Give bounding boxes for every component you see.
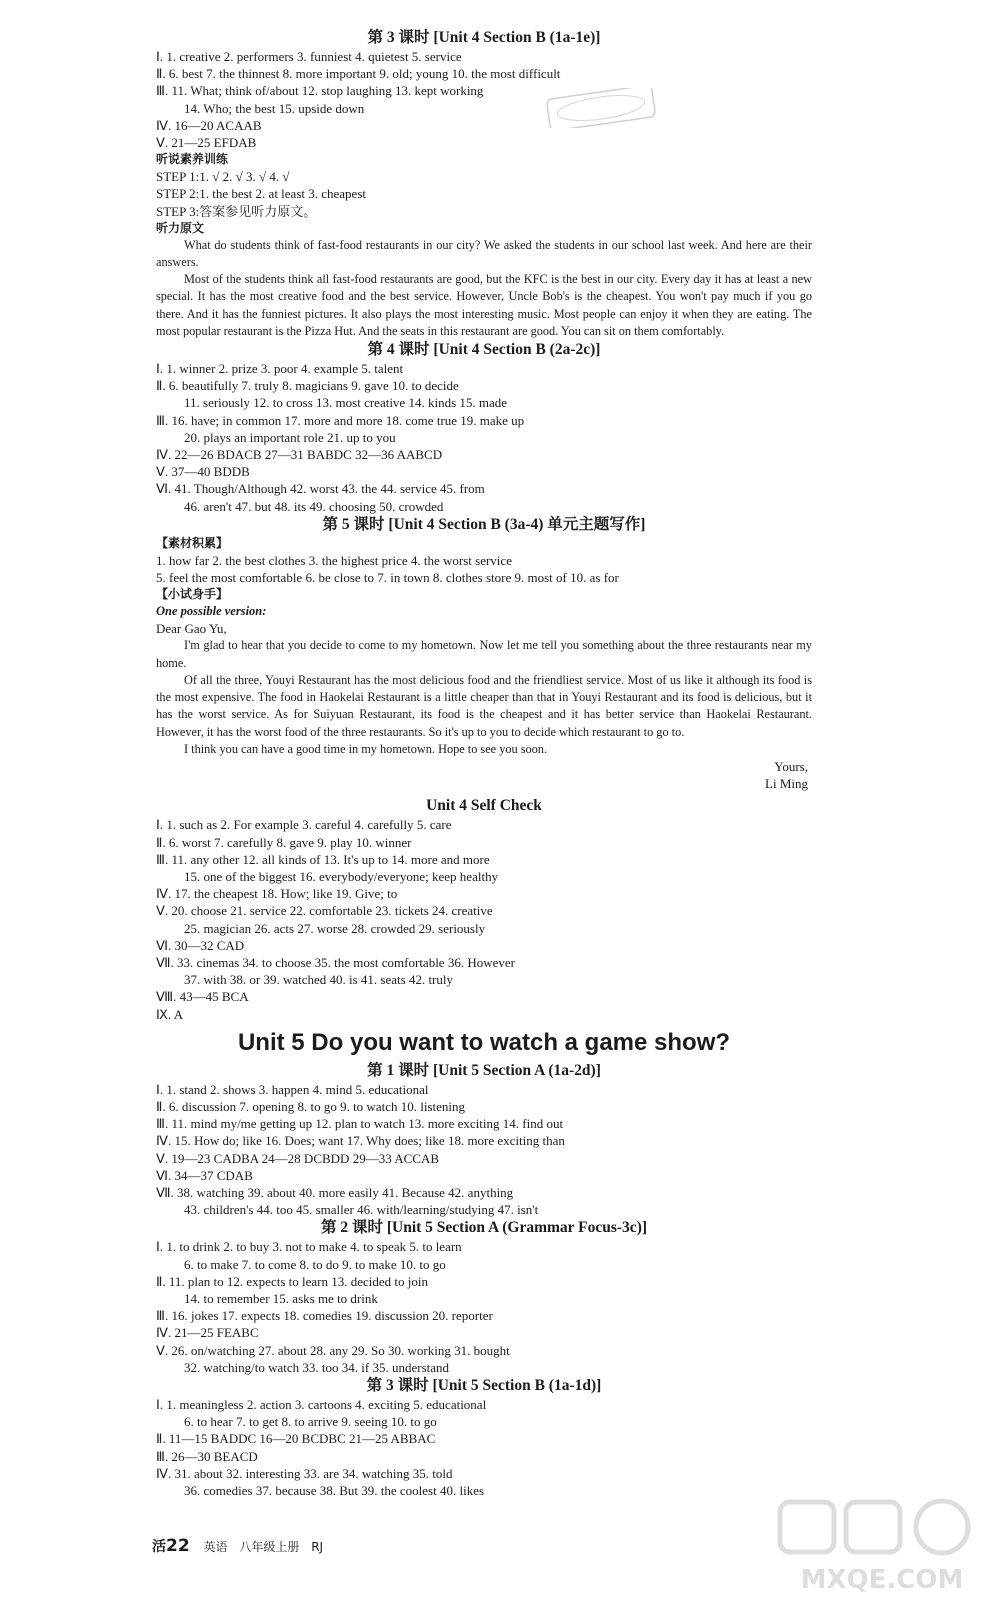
section-tag: 听力原文 <box>156 220 205 235</box>
footer-brand: 活 <box>152 1539 166 1555</box>
stamp-icon <box>546 88 656 128</box>
answer-line: Ⅸ. A <box>156 1006 184 1022</box>
answer-line: 43. children's 44. too 45. smaller 46. with/learning/studying 47. isn't <box>184 1202 539 1218</box>
answer-line: 37. with 38. or 39. watched 40. is 41. seats 42. truly <box>184 972 453 988</box>
letter-greeting: Dear Gao Yu, <box>156 621 227 637</box>
footer-grade: 八年级上册 <box>239 1540 300 1554</box>
answer-line: 11. seriously 12. to cross 13. most creative 14. kinds 15. made <box>184 395 508 411</box>
letter-closing: Yours, <box>774 758 808 774</box>
letter-paragraph: I think you can have a good time in my hometown. Hope to see you soon. <box>184 741 548 756</box>
answer-line: Ⅴ. 21—25 EFDAB <box>156 135 257 151</box>
answer-line: Ⅲ. 11. any other 12. all kinds of 13. It's up to 14. more and more <box>156 851 490 867</box>
answer-line: Ⅰ. 1. meaningless 2. action 3. cartoons 4. exciting 5. educational <box>156 1397 487 1412</box>
answer-line: Ⅳ. 17. the cheapest 18. How; like 19. Give; to <box>156 886 398 902</box>
answer-line: Ⅰ. 1. creative 2. performers 3. funniest 4. quietest 5. service <box>156 49 462 64</box>
answer-line: Ⅲ. 11. mind my/me getting up 12. plan to watch 13. more exciting 14. find out <box>156 1116 564 1132</box>
answer-line: 1. how far 2. the best clothes 3. the highest price 4. the worst service <box>156 552 512 568</box>
answer-line: Ⅵ. 34—37 CDAB <box>156 1167 253 1183</box>
step-line: STEP 1:1. √ 2. √ 3. √ 4. √ <box>156 169 290 185</box>
answer-line: Ⅴ. 26. on/watching 27. about 28. any 29. So 30. working 31. bought <box>156 1342 510 1358</box>
answer-line: Ⅱ. 11. plan to 12. expects to learn 13. decided to join <box>156 1273 428 1289</box>
section-tag: 【小试身手】 <box>156 587 229 602</box>
answer-line: Ⅳ. 16—20 ACAAB <box>156 117 262 133</box>
answer-line: Ⅱ. 11—15 BADDC 16—20 BCDBC 21—25 ABBAC <box>156 1431 436 1447</box>
svg-text:MXQE.COM: MXQE.COM <box>800 1565 964 1595</box>
version-label: One possible version: <box>156 604 267 619</box>
answer-line: Ⅳ. 21—25 FEABC <box>156 1325 259 1341</box>
answer-line: Ⅱ. 6. worst 7. carefully 8. gave 9. play 10. winner <box>156 834 412 850</box>
footer-subject: 英语 <box>203 1540 228 1554</box>
lesson-title: 第 5 课时 [Unit 4 Section B (3a-4) 单元主题写作] <box>322 515 646 533</box>
answer-line: Ⅴ. 20. choose 21. service 22. comfortable 23. tickets 24. creative <box>156 903 493 919</box>
step-line: STEP 3:答案参见听力原文。 <box>156 203 317 219</box>
answer-line: Ⅲ. 16. have; in common 17. more and more 18. come true 19. make up <box>156 412 525 428</box>
answer-line: Ⅲ. 11. What; think of/about 12. stop laughing 13. kept working <box>156 83 484 99</box>
answer-line: 6. to hear 7. to get 8. to arrive 9. seeing 10. to go <box>184 1414 437 1430</box>
answer-line: Ⅶ. 38. watching 39. about 40. more easily 41. Because 42. anything <box>156 1184 514 1200</box>
answer-line: 5. feel the most comfortable 6. be close to 7. in town 8. clothes store 9. most of 10. as for <box>156 570 619 586</box>
lesson-title: 第 3 课时 [Unit 4 Section B (1a-1e)] <box>367 29 601 46</box>
answer-line: Ⅶ. 33. cinemas 34. to choose 35. the most comfortable 36. However <box>156 954 515 970</box>
answer-line: Ⅴ. 19—23 CADBA 24—28 DCBDD 29—33 ACCAB <box>156 1150 440 1166</box>
answer-column <box>156 28 812 1499</box>
page-footer <box>152 1536 323 1556</box>
self-check-title: Unit 4 Self Check <box>426 797 542 815</box>
answer-line: Ⅰ. 1. winner 2. prize 3. poor 4. example 5. talent <box>156 361 404 377</box>
answer-line: Ⅰ. 1. such as 2. For example 3. careful 4. carefully 5. care <box>156 817 452 833</box>
answer-line: 25. magician 26. acts 27. worse 28. crowded 29. seriously <box>184 920 486 936</box>
answer-line: Ⅰ. 1. to drink 2. to buy 3. not to make 4. to speak 5. to learn <box>156 1239 462 1255</box>
step-line: STEP 2:1. the best 2. at least 3. cheapest <box>156 186 366 202</box>
answer-line: Ⅳ. 15. How do; like 16. Does; want 17. Why does; like 18. more exciting than <box>156 1133 565 1149</box>
answer-line: Ⅲ. 26—30 BEACD <box>156 1448 258 1464</box>
answer-line: 6. to make 7. to come 8. to do 9. to make 10. to go <box>184 1256 446 1272</box>
lesson-title: 第 2 课时 [Unit 5 Section A (Grammar Focus-3c)] <box>320 1219 648 1237</box>
answer-line: Ⅷ. 43—45 BCA <box>156 989 249 1005</box>
lesson-title: 第 3 课时 [Unit 5 Section B (1a-1d)] <box>366 1377 602 1394</box>
lesson-title: 第 4 课时 [Unit 4 Section B (2a-2c)] <box>367 341 601 359</box>
lesson-title: 第 1 课时 [Unit 5 Section A (1a-2d)] <box>367 1061 601 1079</box>
section-tag: 听说素养训练 <box>156 152 229 167</box>
unit-title: Unit 5 Do you want to watch a game show? <box>237 1028 731 1056</box>
transcript-paragraph: Most of the students think all fast-food restaurants are good, but the KFC is the best in our city. Every day it has at least a new special. It has the most creative food and the best service. However, Uncle Bob's is the cheapest. You won't pay much if you go there. And it has the funniest pictures. It also plays the most interesting music. Most people can enjoy it when they are eating. The most popular restaurant is the Pizza Hut. And the seats in this restaurant are good. You can sit on them comfortably. <box>156 272 812 338</box>
answer-line: Ⅳ. 22—26 BDACB 27—31 BABDC 32—36 AABCD <box>156 447 443 463</box>
letter-paragraph: Of all the three, Youyi Restaurant has the most delicious food and the friendliest service. Most of us like it although its food is the most expensive. The food in Haokelai Restaurant is a little cheaper than that in Youyi Restaurant and its food is delicious, but it has the worst service. As for Suiyuan Restaurant, its food is the cheapest and it has better service than Haokelai Restaurant. However, it has the worst food of the three restaurants. So it's up to you to decide which restaurant to go to. <box>156 672 812 739</box>
letter-paragraph: I'm glad to hear that you decide to come to my hometown. Now let me tell you something about the three restaurants near my home. <box>156 638 812 670</box>
answer-line: Ⅳ. 31. about 32. interesting 33. are 34. watching 35. told <box>156 1465 453 1481</box>
answer-line: Ⅵ. 41. Though/Although 42. worst 43. the 44. service 45. from <box>156 481 485 497</box>
answer-line: Ⅵ. 30—32 CAD <box>156 937 245 953</box>
answer-line: 46. aren't 47. but 48. its 49. choosing 50. crowded <box>184 498 444 514</box>
answer-line: 20. plays an important role 21. up to you <box>184 429 396 445</box>
section-tag: 【素材积累】 <box>156 535 229 550</box>
answer-line: Ⅱ. 6. beautifully 7. truly 8. magicians 9. gave 10. to decide <box>156 378 459 394</box>
answer-line: 32. watching/to watch 33. too 34. if 35. understand <box>184 1359 450 1375</box>
answer-line: Ⅰ. 1. stand 2. shows 3. happen 4. mind 5. educational <box>156 1081 429 1097</box>
answer-line: 36. comedies 37. because 38. But 39. the coolest 40. likes <box>184 1483 485 1499</box>
answer-line: 14. to remember 15. asks me to drink <box>184 1290 378 1306</box>
answer-line: 14. Who; the best 15. upside down <box>184 100 365 116</box>
answer-line: 15. one of the biggest 16. everybody/everyone; keep healthy <box>184 868 499 884</box>
answer-line: Ⅱ. 6. best 7. the thinnest 8. more important 9. old; young 10. the most difficult <box>156 66 561 82</box>
letter-signature: Li Ming <box>765 776 808 792</box>
answer-line: Ⅲ. 16. jokes 17. expects 18. comedies 19. discussion 20. reporter <box>156 1308 493 1324</box>
answer-line: Ⅴ. 37—40 BDDB <box>156 464 250 480</box>
answer-line: Ⅱ. 6. discussion 7. opening 8. to go 9. to watch 10. listening <box>156 1098 465 1114</box>
page-number: 22 <box>166 1536 190 1556</box>
transcript-paragraph: What do students think of fast-food restaurants in our city? We asked the students in our school last week. And here are their answers. <box>156 237 812 270</box>
footer-edition: RJ <box>311 1540 324 1554</box>
watermark-logo-icon <box>776 1496 990 1596</box>
